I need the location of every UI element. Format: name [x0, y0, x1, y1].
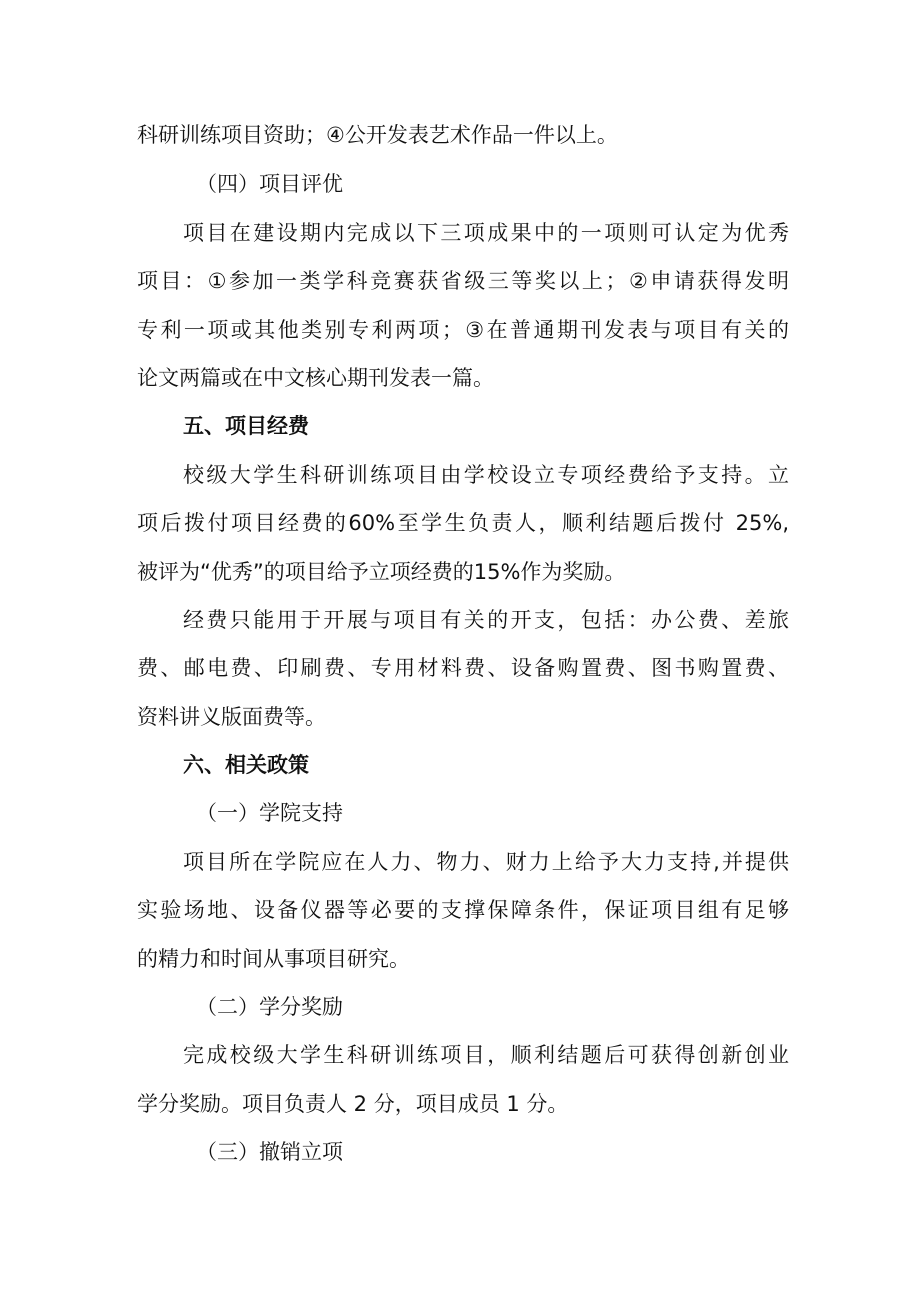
paragraph-line: 项目：①参加一类学科竞赛获省级三等奖以上；②申请获得发明: [137, 269, 789, 293]
paragraph-line: 的精力和时间从事项目研究。: [137, 947, 410, 971]
paragraph-line: 资料讲义版面费等。: [137, 705, 326, 729]
paragraph-line: 被评为“优秀”的项目给予立项经费的15%作为奖励。: [137, 560, 626, 584]
subsection-title-college-support: （一）学院支持: [196, 801, 343, 825]
paragraph-line: 完成校级大学生科研训练项目，顺利结题后可获得创新创业: [183, 1043, 789, 1067]
subsection-title-project-evaluation: （四）项目评优: [196, 172, 343, 196]
paragraph-line: 项目在建设期内完成以下三项成果中的一项则可认定为优秀: [183, 221, 789, 245]
paragraph-line: 费、邮电费、印刷费、专用材料费、设备购置费、图书购置费、: [137, 656, 789, 680]
paragraph-line: 校级大学生科研训练项目由学校设立专项经费给予支持。立: [183, 463, 789, 487]
section-heading-related-policies: 六、相关政策: [183, 753, 309, 777]
paragraph-line: 学分奖励。项目负责人 2 分，项目成员 1 分。: [137, 1092, 569, 1116]
subsection-title-credit-reward: （二）学分奖励: [196, 995, 343, 1019]
paragraph-line: 项后拨付项目经费的60%至学生负责人，顺利结题后拨付 25%,: [137, 511, 789, 535]
subsection-title-revoke-approval: （三）撤销立项: [196, 1140, 343, 1164]
paragraph-line: 科研训练项目资助；④公开发表艺术作品一件以上。: [137, 123, 618, 147]
paragraph-line: 经费只能用于开展与项目有关的开支，包括：办公费、差旅: [183, 608, 789, 632]
paragraph-line: 论文两篇或在中文核心期刊发表一篇。: [137, 366, 494, 390]
section-heading-project-funding: 五、项目经费: [183, 414, 309, 438]
paragraph-line: 专利一项或其他类别专利两项；③在普通期刊发表与项目有关的: [137, 318, 789, 342]
paragraph-line: 实验场地、设备仪器等必要的支撑保障条件，保证项目组有足够: [137, 898, 789, 922]
paragraph-line: 项目所在学院应在人力、物力、财力上给予大力支持,并提供: [183, 850, 789, 874]
